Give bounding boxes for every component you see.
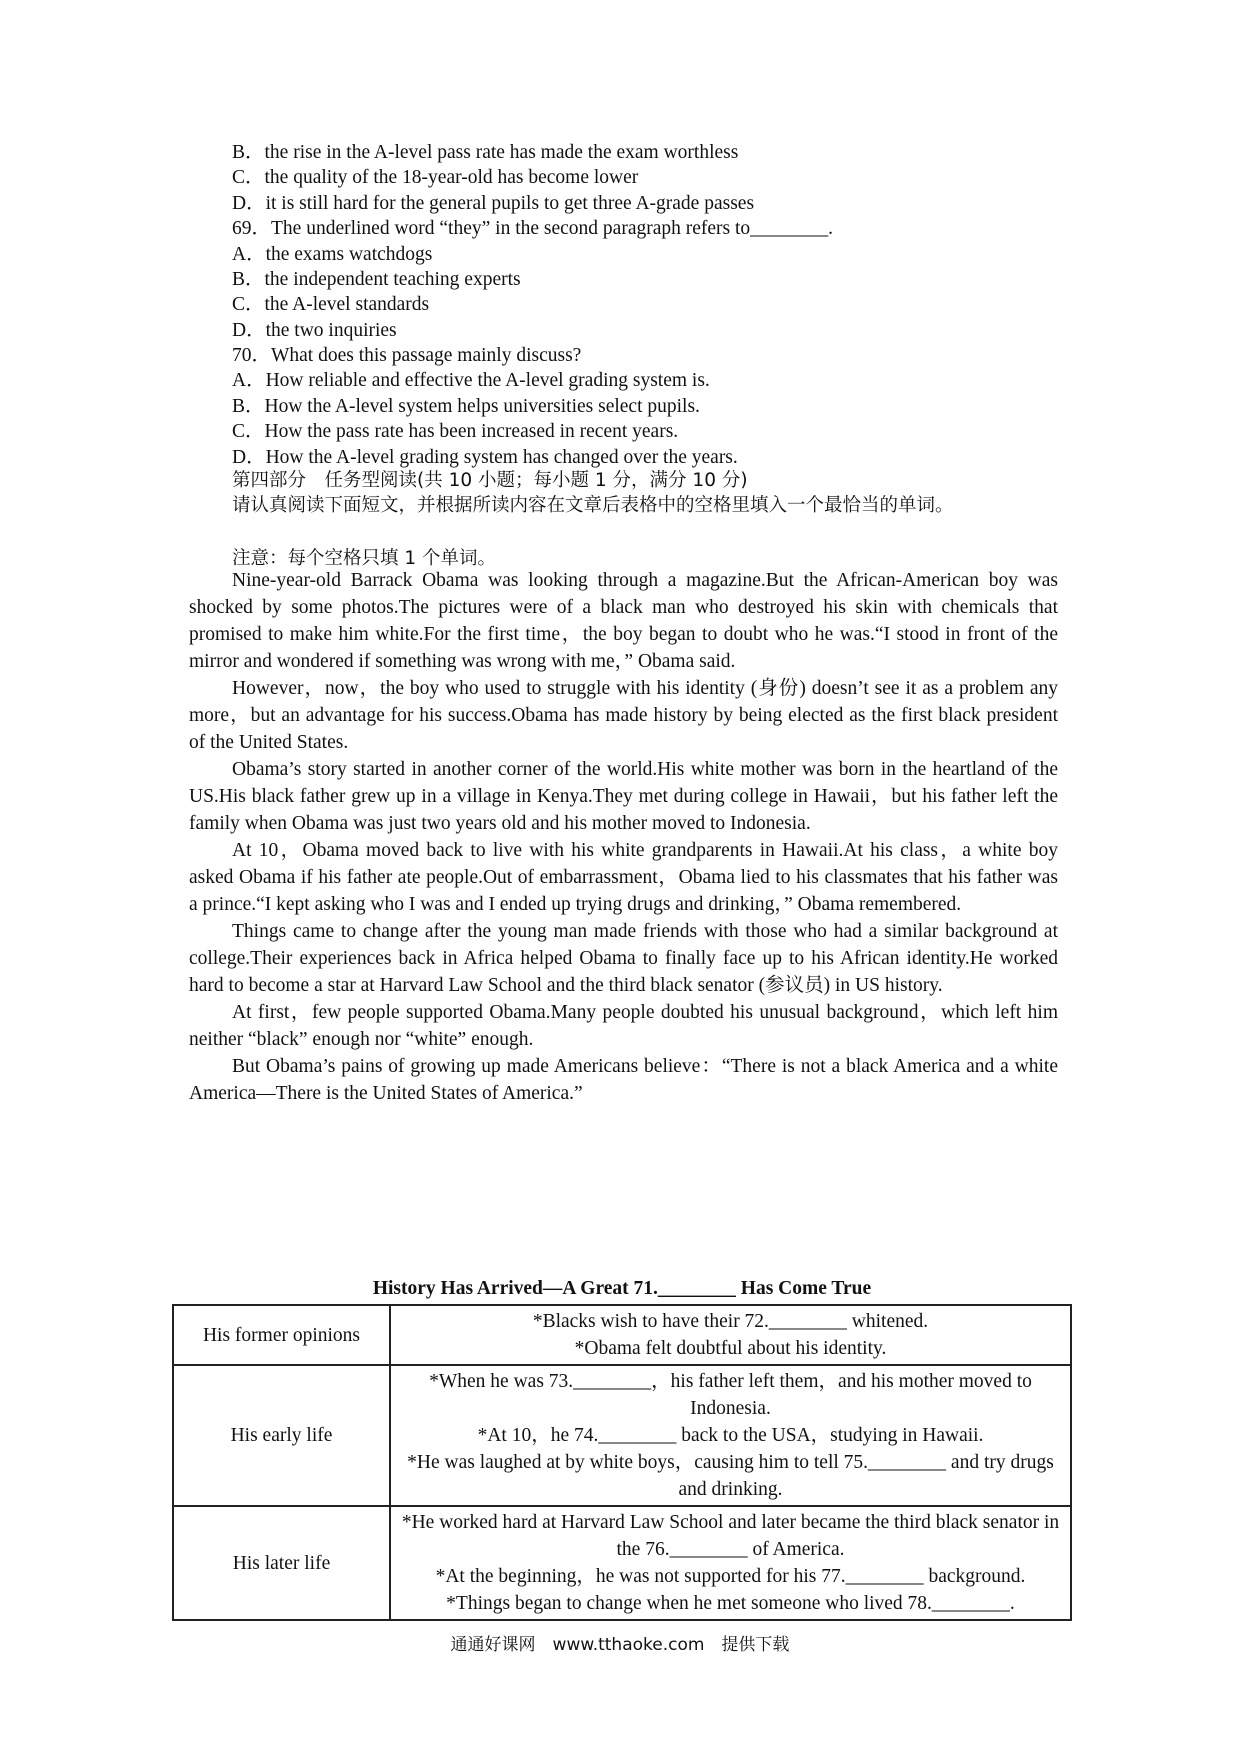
row-item: *At 10，he 74.________ back to the USA，studying in Hawaii.	[477, 1425, 984, 1446]
passage-paragraph: Nine-year-old Barrack Obama was looking through a magazine.But the African-American boy was shocked by some photos.The pictures were of a black man who destroyed his skin with chemicals that promised to make him white.For the first time，the boy began to doubt who he was.“I stood in front of the mirror and wondered if something was wrong with me，” Obama said.	[189, 570, 1058, 672]
question-69: 69．The underlined word “they” in the second paragraph refers to________.	[232, 218, 834, 239]
row-content	[390, 1506, 1071, 1620]
row-item: *At the beginning，he was not supported for his 77.________ background.	[435, 1566, 1026, 1587]
table-title: History Has Arrived—A Great 71.________ Has Come True	[372, 1278, 872, 1299]
row-item: *Blacks wish to have their 72.________ whitened.	[532, 1311, 929, 1332]
option-line: A．How reliable and effective the A-level grading system is.	[232, 370, 710, 391]
passage-paragraph: At 10，Obama moved back to live with his white grandparents in Hawaii.At his class，a white boy asked Obama if his father ate people.Out of embarrassment，Obama lied to his classmates that his father was a prince.“I kept asking who I was and I ended up trying drugs and drinking，” Obama remembered.	[189, 840, 1058, 915]
passage-paragraph: But Obama’s pains of growing up made Americans believe：“There is not a black America and a white America—There is the United States of America.”	[189, 1056, 1058, 1104]
question-70: 70．What does this passage mainly discuss?	[232, 345, 582, 366]
row-content	[390, 1365, 1071, 1506]
row-item: *Obama felt doubtful about his identity.	[574, 1338, 887, 1359]
row-content	[390, 1305, 1071, 1365]
option-line: B．How the A-level system helps universities select pupils.	[232, 396, 700, 417]
section-instruction: 请认真阅读下面短文，并根据所读内容在文章后表格中的空格里填入一个最恰当的单词。	[232, 495, 954, 516]
passage-paragraph: At first，few people supported Obama.Many people doubted his unusual background，which left him neither “black” enough nor “white” enough.	[189, 1002, 1058, 1050]
option-line: D．the two inquiries	[232, 320, 397, 341]
table-row	[173, 1365, 1071, 1506]
option-line: B．the independent teaching experts	[232, 269, 521, 290]
row-item: *He worked hard at Harvard Law School and later became the third black senator in the 76.________ of America.	[401, 1512, 1060, 1560]
passage-paragraph: Things came to change after the young man made friends with those who had a similar background at college.Their experiences back in Africa helped Obama to finally face up to his African identity.He worked hard to become a star at Harvard Law School and the third black senator (参议员) in US history.	[189, 921, 1058, 996]
summary-table	[172, 1304, 1072, 1621]
row-label: His early life	[173, 1365, 390, 1506]
reading-passage	[189, 567, 1058, 1107]
option-line: C．the quality of the 18-year-old has become lower	[232, 167, 639, 188]
page-footer: 通通好课网 www.tthaoke.com 提供下载	[450, 1635, 790, 1655]
option-line: A．the exams watchdogs	[232, 244, 433, 265]
table-row	[173, 1506, 1071, 1620]
option-line: D．How the A-level grading system has changed over the years.	[232, 447, 738, 468]
option-line: C．the A-level standards	[232, 294, 430, 315]
option-line: C．How the pass rate has been increased in recent years.	[232, 421, 679, 442]
passage-paragraph: Obama’s story started in another corner of the world.His white mother was born in the heartland of the US.His black father grew up in a village in Kenya.They met during college in Hawaii，but his father left the family when Obama was just two years old and his mother moved to Indonesia.	[189, 759, 1058, 834]
table-row	[173, 1305, 1071, 1365]
section-note: 注意：每个空格只填 1 个单词。	[232, 548, 497, 569]
row-item: *He was laughed at by white boys，causing him to tell 75.________ and try drugs and drinking.	[407, 1452, 1054, 1500]
option-line: D．it is still hard for the general pupils to get three A-grade passes	[232, 193, 755, 214]
row-label: His former opinions	[173, 1305, 390, 1365]
option-line: B．the rise in the A-level pass rate has made the exam worthless	[232, 142, 739, 163]
passage-paragraph: However，now，the boy who used to struggle with his identity (身份) doesn’t see it as a problem any more，but an advantage for his success.Obama has made history by being elected as the first black president of the United States.	[189, 678, 1059, 753]
row-item: *When he was 73.________，his father left them，and his mother moved to Indonesia.	[429, 1371, 1032, 1419]
section-heading: 第四部分 任务型阅读(共 10 小题；每小题 1 分，满分 10 分)	[232, 470, 748, 491]
row-label: His later life	[173, 1506, 390, 1620]
row-item: *Things began to change when he met someone who lived 78.________.	[446, 1593, 1015, 1614]
